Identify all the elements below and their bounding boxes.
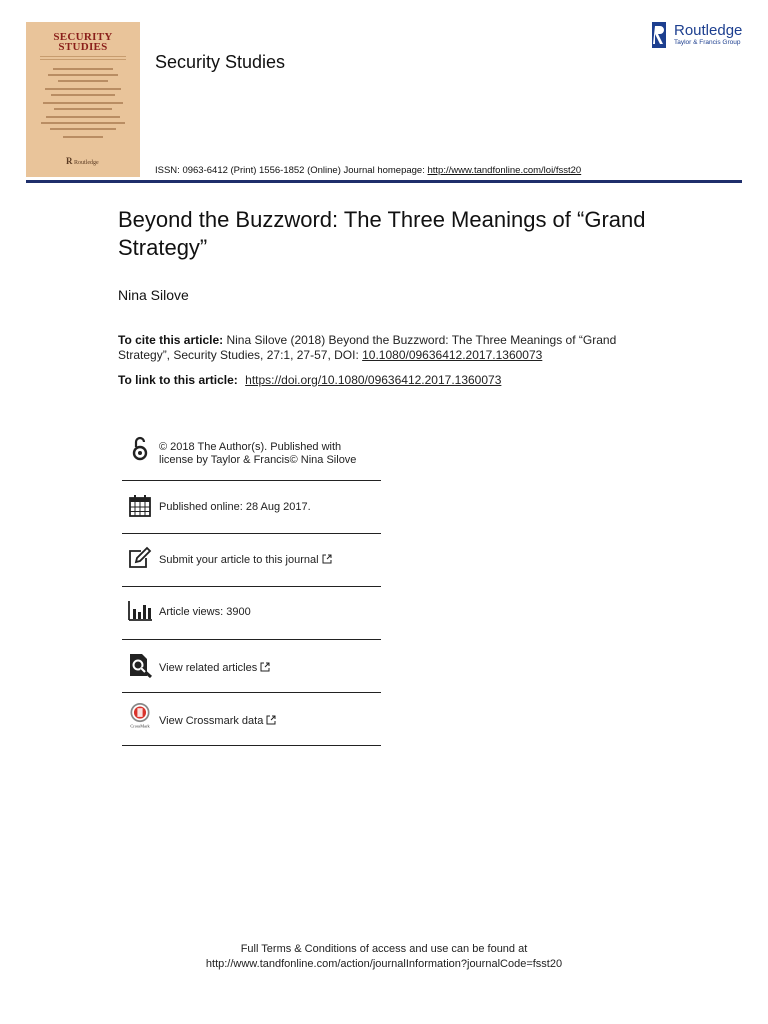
svg-text:CrossMark: CrossMark — [130, 723, 150, 729]
submit-article-link[interactable]: Submit your article to this journal — [159, 554, 319, 566]
open-access-icon — [127, 436, 153, 462]
cover-publisher-logo: R Routledge — [66, 156, 99, 166]
routledge-logo-icon — [652, 22, 666, 48]
published-online-text: Published online: 28 Aug 2017. — [159, 501, 311, 513]
article-link-block — [118, 373, 501, 387]
link-label: To link to this article: — [118, 373, 238, 387]
journal-name: Security Studies — [155, 52, 286, 72]
issn-line: ISSN: 0963-6412 (Print) 1556-1852 (Online) Journal homepage: http://www.tandfonline.com/loi/fsst20 — [155, 165, 582, 176]
crossmark-link[interactable]: View Crossmark data — [159, 715, 264, 727]
license-row — [122, 428, 381, 481]
article-title: Beyond the Buzzword: The Three Meanings of “Grand Strategy” — [118, 207, 646, 260]
license-line-1: © 2018 The Author(s). Published with — [159, 441, 342, 453]
external-link-icon — [322, 554, 332, 564]
related-articles-link[interactable]: View related articles — [159, 662, 258, 674]
bar-chart-icon — [127, 599, 153, 625]
external-link-icon — [260, 662, 270, 672]
journal-cover — [26, 22, 140, 177]
header-divider — [26, 180, 742, 183]
external-link-icon — [266, 715, 276, 725]
article-views-row — [122, 587, 381, 640]
crossmark-icon — [127, 703, 153, 729]
calendar-icon — [127, 493, 153, 519]
publisher-name: Routledge — [674, 22, 743, 39]
article-doi-link[interactable]: https://doi.org/10.1080/09636412.2017.1360073 — [245, 373, 502, 387]
citation-block: To cite this article: Nina Silove (2018) Beyond the Buzzword: The Three Meanings of “Grand Strategy”, Security Studies, 27:1, 27-57, DOI: 10.1080/09636412.2017.1360073 — [118, 333, 617, 362]
publisher-logo — [652, 22, 748, 50]
edit-icon — [127, 546, 153, 572]
footer-line-1: Full Terms & Conditions of access and use can be found at — [240, 943, 528, 955]
citation-doi-link[interactable]: 10.1080/09636412.2017.1360073 — [362, 348, 543, 362]
footer-terms — [0, 942, 768, 972]
article-views-text: Article views: 3900 — [159, 606, 251, 618]
publisher-subtitle: Taylor & Francis Group — [674, 39, 741, 46]
submit-article-row[interactable] — [122, 534, 381, 587]
license-line-2: license by Taylor & Francis© Nina Silove — [159, 454, 357, 466]
crossmark-row[interactable] — [122, 693, 381, 746]
cover-title: SECURITY STUDIES — [53, 31, 113, 53]
related-articles-row[interactable] — [122, 640, 381, 693]
article-author: Nina Silove — [118, 287, 189, 303]
citation-label: To cite this article: — [118, 333, 224, 347]
search-document-icon — [127, 652, 153, 678]
journal-homepage-link[interactable]: http://www.tandfonline.com/loi/fsst20 — [427, 165, 582, 176]
article-info-box — [122, 428, 381, 746]
footer-terms-link[interactable]: http://www.tandfonline.com/action/journalInformation?journalCode=fsst20 — [205, 958, 563, 970]
published-online-row — [122, 481, 381, 534]
